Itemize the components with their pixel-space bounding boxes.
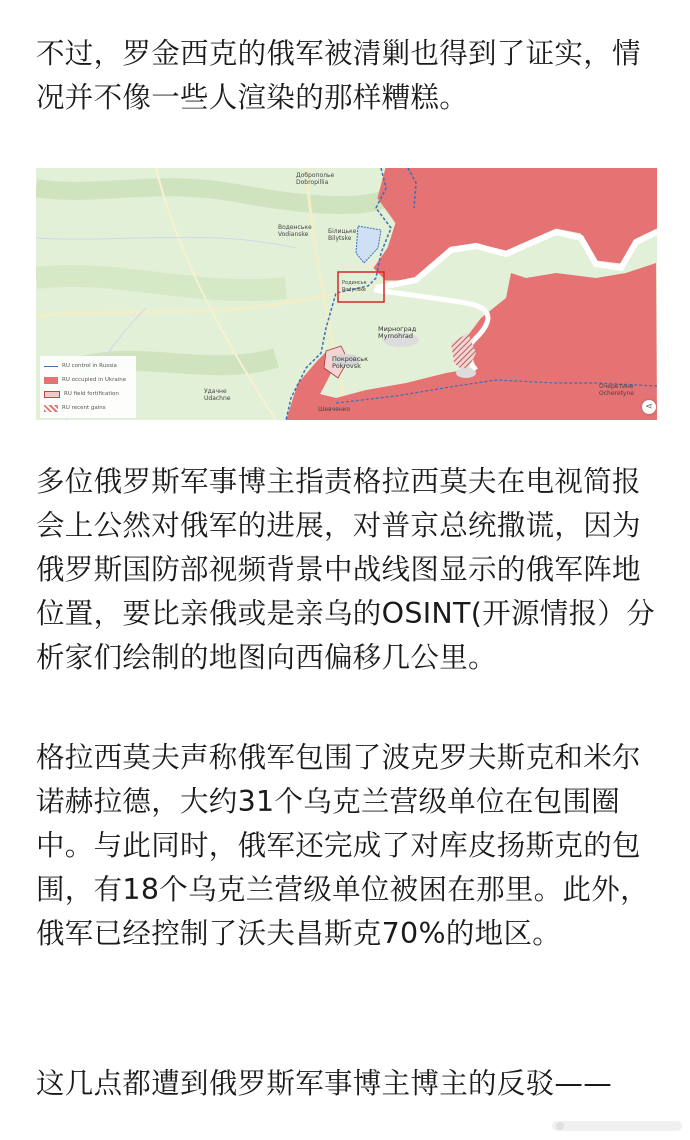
paragraph-bloggers: 多位俄罗斯军事博主指责格拉西莫夫在电视简报会上公然对俄军的进展，对普京总统撒谎，因为俄罗斯国防部视频背景中战线图显示的俄军阵地位置，要比亲俄或是亲乌的OSINT(开源情报）分析家们绘制的地图向西偏移几公里。 bbox=[36, 465, 655, 674]
legend-item bbox=[44, 359, 132, 373]
legend-label: RU occupied in Ukraine bbox=[62, 377, 127, 383]
legend-item bbox=[44, 401, 132, 415]
watermark-logo bbox=[552, 1118, 682, 1134]
paragraph-rebuttal: 这几点都遭到俄罗斯军事博主博主的反驳—— bbox=[36, 1067, 613, 1100]
place-pokrovsk: Покровськ Pokrovsk bbox=[332, 355, 369, 370]
paragraph-gerasimov-claims: 格拉西莫夫声称俄军包围了波克罗夫斯克和米尔诺赫拉德，大约31个乌克兰营级单位在包围圈中。与此同时，俄军还完成了对库皮扬斯克的包围，有18个乌克兰营级单位被困在那里。此外，俄军已经控制了沃夫昌斯克70%的地区。 bbox=[36, 741, 649, 950]
place-rodynske: Родинськ Rodynske bbox=[342, 280, 367, 293]
legend-swatch-border bbox=[44, 366, 58, 367]
legend-item bbox=[44, 387, 132, 401]
legend-swatch-occupied bbox=[44, 377, 58, 384]
frontline-map bbox=[36, 168, 657, 420]
place-udachne: Удачне Udachne bbox=[204, 388, 231, 402]
legend-label: RU control in Russia bbox=[62, 363, 117, 369]
place-dobropillia: Доброполье Dobropillia bbox=[296, 172, 335, 186]
legend-item bbox=[44, 373, 132, 387]
place-ocheretyne: Очеретине Ocheretyne bbox=[599, 383, 634, 397]
legend-label: RU field fortification bbox=[64, 391, 119, 397]
place-vodianske: Воденське Vodianske bbox=[278, 224, 312, 238]
place-bilytske: Білицьке Bilytske bbox=[328, 228, 357, 242]
legend-label: RU recent gains bbox=[62, 405, 106, 411]
place-myrnohrad: Мирноград Myrnohrad bbox=[378, 325, 417, 340]
map-legend bbox=[40, 356, 136, 418]
legend-swatch-gains bbox=[44, 405, 58, 412]
share-icon[interactable]: ⋖ bbox=[642, 400, 656, 414]
paragraph-intro: 不过，罗金西克的俄军被清剿也得到了证实，情况并不像一些人渲染的那样糟糕。 bbox=[36, 37, 641, 114]
place-shevchenko: Шевченко bbox=[318, 406, 351, 413]
legend-swatch-fortification bbox=[44, 391, 60, 398]
